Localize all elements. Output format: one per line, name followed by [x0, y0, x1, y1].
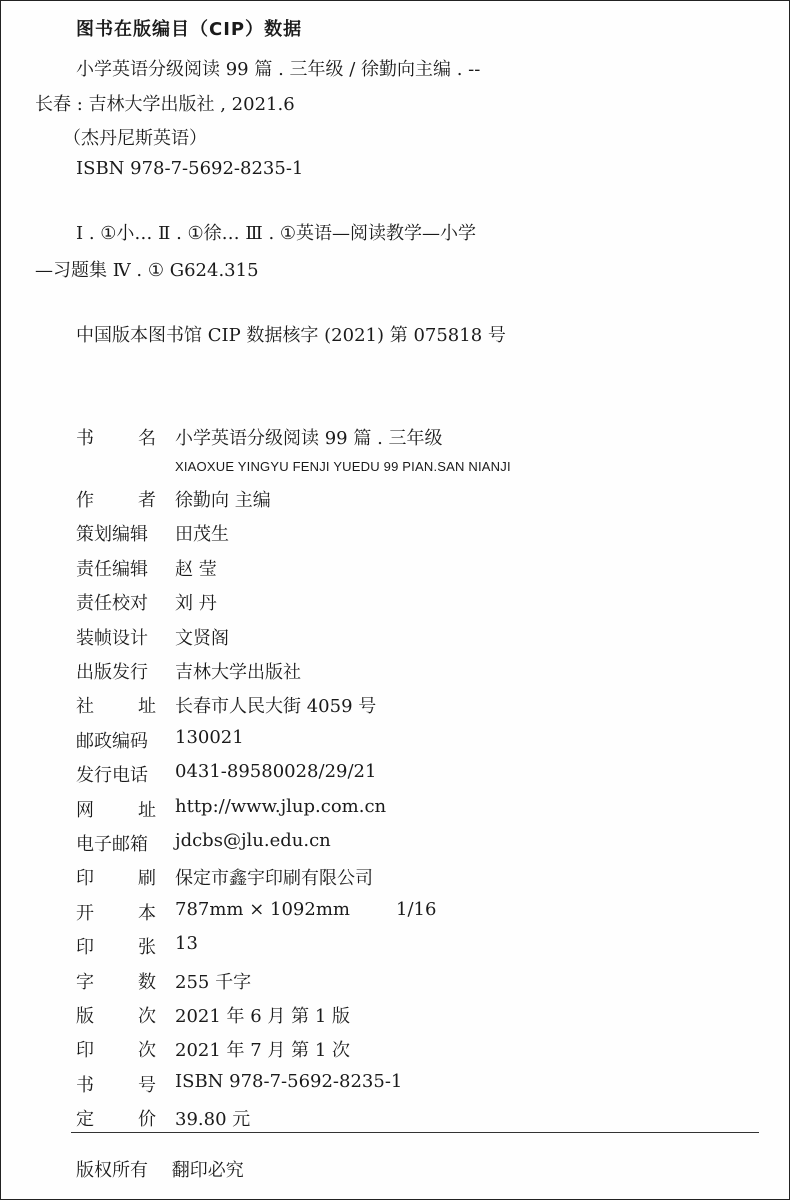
- book-info-label: 开 本: [76, 902, 156, 924]
- book-info-value: 13: [175, 933, 198, 955]
- book-info-label: 版 次: [76, 1006, 156, 1027]
- book-info-value: 吉林大学出版社: [175, 662, 301, 683]
- divider-line: [71, 1132, 759, 1133]
- book-info-label: 装帧设计: [76, 627, 148, 649]
- book-title-pinyin: XIAOXUE YINGYU FENJI YUEDU 99 PIAN.SAN NIANJI: [175, 459, 511, 474]
- book-info-value: 田茂生: [175, 524, 229, 546]
- book-info-label: 策划编辑: [76, 524, 148, 546]
- book-info-label: 网 址: [76, 799, 156, 821]
- book-info-label: 定 价: [76, 1109, 156, 1131]
- book-info-label: 书 号: [76, 1074, 156, 1096]
- book-info-label: 印 次: [76, 1040, 156, 1062]
- book-info-label: 印 张: [76, 937, 156, 959]
- cip-line-record-number: 中国版本图书馆 CIP 数据核字 (2021) 第 075818 号: [76, 325, 506, 346]
- book-info-value: 刘 丹: [175, 593, 217, 615]
- book-info-label: 出版发行: [76, 662, 148, 683]
- copyright-reserved: 版权所有: [76, 1160, 148, 1181]
- book-info-value: 39.80 元: [175, 1109, 251, 1131]
- book-info-extra: 1/16: [396, 898, 437, 920]
- book-info-value: 赵 莹: [175, 558, 217, 580]
- book-info-label: 印 刷: [76, 868, 156, 890]
- cip-line-title: 小学英语分级阅读 99 篇 . 三年级 / 徐勤向主编 . --: [76, 59, 481, 80]
- cip-heading: 图书在版编目（CIP）数据: [76, 19, 303, 40]
- book-info-label: 发行电话: [76, 765, 148, 787]
- cip-line-subjects: Ⅰ . ①小… Ⅱ . ①徐… Ⅲ . ①英语—阅读教学—小学: [76, 223, 477, 244]
- book-info-value: http://www.jlup.com.cn: [175, 795, 387, 817]
- book-title-label: 书 名: [76, 428, 156, 449]
- book-info-value: 长春市人民大街 4059 号: [175, 696, 377, 718]
- book-info-label: 责任编辑: [76, 558, 148, 580]
- book-info-value: 保定市鑫宇印刷有限公司: [175, 868, 373, 890]
- book-info-label: 字 数: [76, 971, 156, 993]
- book-info-value: 0431-89580028/29/21: [175, 761, 377, 783]
- copyright-no-reprint: 翻印必究: [171, 1160, 244, 1181]
- book-info-value: 2021 年 7 月 第 1 次: [175, 1040, 351, 1062]
- book-info-value: 文贤阁: [175, 627, 229, 649]
- book-info-value: 787mm × 1092mm: [175, 898, 350, 920]
- cip-line-classification: —习题集 Ⅳ . ① G624.315: [35, 260, 259, 281]
- cip-line-publisher: 长春 : 吉林大学出版社 , 2021.6: [35, 94, 295, 115]
- book-info-label: 作 者: [76, 490, 156, 511]
- book-title-value: 小学英语分级阅读 99 篇 . 三年级: [175, 428, 443, 449]
- book-info-label: 邮政编码: [76, 730, 148, 752]
- book-info-value: 徐勤向 主编: [175, 490, 271, 511]
- book-info-label: 社 址: [76, 696, 156, 718]
- book-info-value: 130021: [175, 726, 244, 748]
- cip-line-series: （杰丹尼斯英语）: [63, 128, 207, 149]
- copyright-notice: [76, 1156, 244, 1182]
- book-info-value: 255 千字: [175, 971, 252, 993]
- book-info-value: ISBN 978-7-5692-8235-1: [175, 1070, 403, 1092]
- cip-line-isbn: ISBN 978-7-5692-8235-1: [76, 158, 304, 179]
- book-info-value: 2021 年 6 月 第 1 版: [175, 1006, 351, 1027]
- book-info-label: 电子邮箱: [76, 834, 148, 855]
- book-info-label: 责任校对: [76, 593, 148, 615]
- book-info-value: jdcbs@jlu.edu.cn: [175, 830, 331, 851]
